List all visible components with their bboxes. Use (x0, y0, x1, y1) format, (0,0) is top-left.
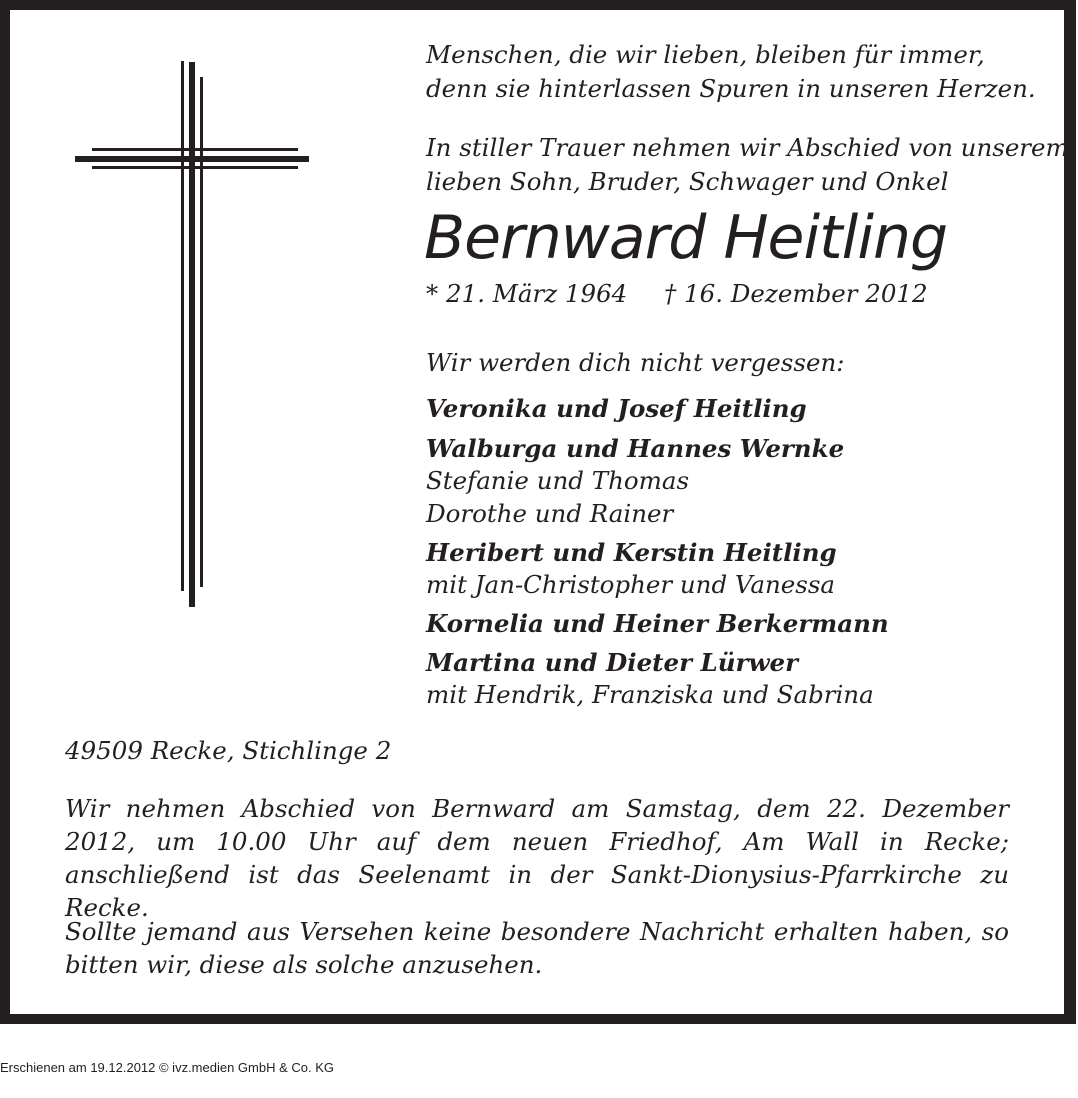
quote-line-2: denn sie hinterlassen Spuren in unseren Herzen. (426, 74, 1036, 103)
mourner-line: Walburga und Hannes Wernke (426, 434, 845, 463)
mourner-line: mit Hendrik, Franziska und Sabrina (426, 680, 874, 709)
mourner-line: Veronika und Josef Heitling (426, 394, 807, 423)
intro-line-2: lieben Sohn, Bruder, Schwager und Onkel (426, 167, 949, 196)
publication-credit: Erschienen am 19.12.2012 © ivz.medien GmbH & Co. KG (0, 1060, 335, 1075)
death-date: † 16. Dezember 2012 (664, 279, 928, 308)
address: 49509 Recke, Stichlinge 2 (65, 736, 392, 765)
funeral-paragraph: Wir nehmen Abschied von Bernward am Samstag, dem 22. Dezember 2012, um 10.00 Uhr auf dem neuen Friedhof, Am Wall in Recke; anschließend ist das Seelenamt in der Sankt-Dionysius-Pfarrkirche zu Recke. (65, 794, 1009, 922)
mourner-line: Stefanie und Thomas (426, 466, 690, 495)
intro-line-1: In stiller Trauer nehmen wir Abschied von unserem (426, 133, 1069, 162)
cross-icon (72, 60, 312, 608)
closing-paragraph: Sollte jemand aus Versehen keine besondere Nachricht erhalten haben, so bitten wir, diese als solche anzusehen. (65, 917, 1009, 979)
mourner-line: Heribert und Kerstin Heitling (426, 538, 837, 567)
remember-line: Wir werden dich nicht vergessen: (426, 348, 845, 377)
quote-line-1: Menschen, die wir lieben, bleiben für immer, (426, 40, 985, 69)
deceased-name: Bernward Heitling (424, 203, 948, 273)
mourner-line: Martina und Dieter Lürwer (426, 648, 799, 677)
mourner-line: Kornelia und Heiner Berkermann (426, 609, 889, 638)
mourner-line: Dorothe und Rainer (426, 499, 674, 528)
birth-date: * 21. März 1964 (426, 279, 628, 308)
mourner-line: mit Jan-Christopher und Vanessa (426, 570, 835, 599)
